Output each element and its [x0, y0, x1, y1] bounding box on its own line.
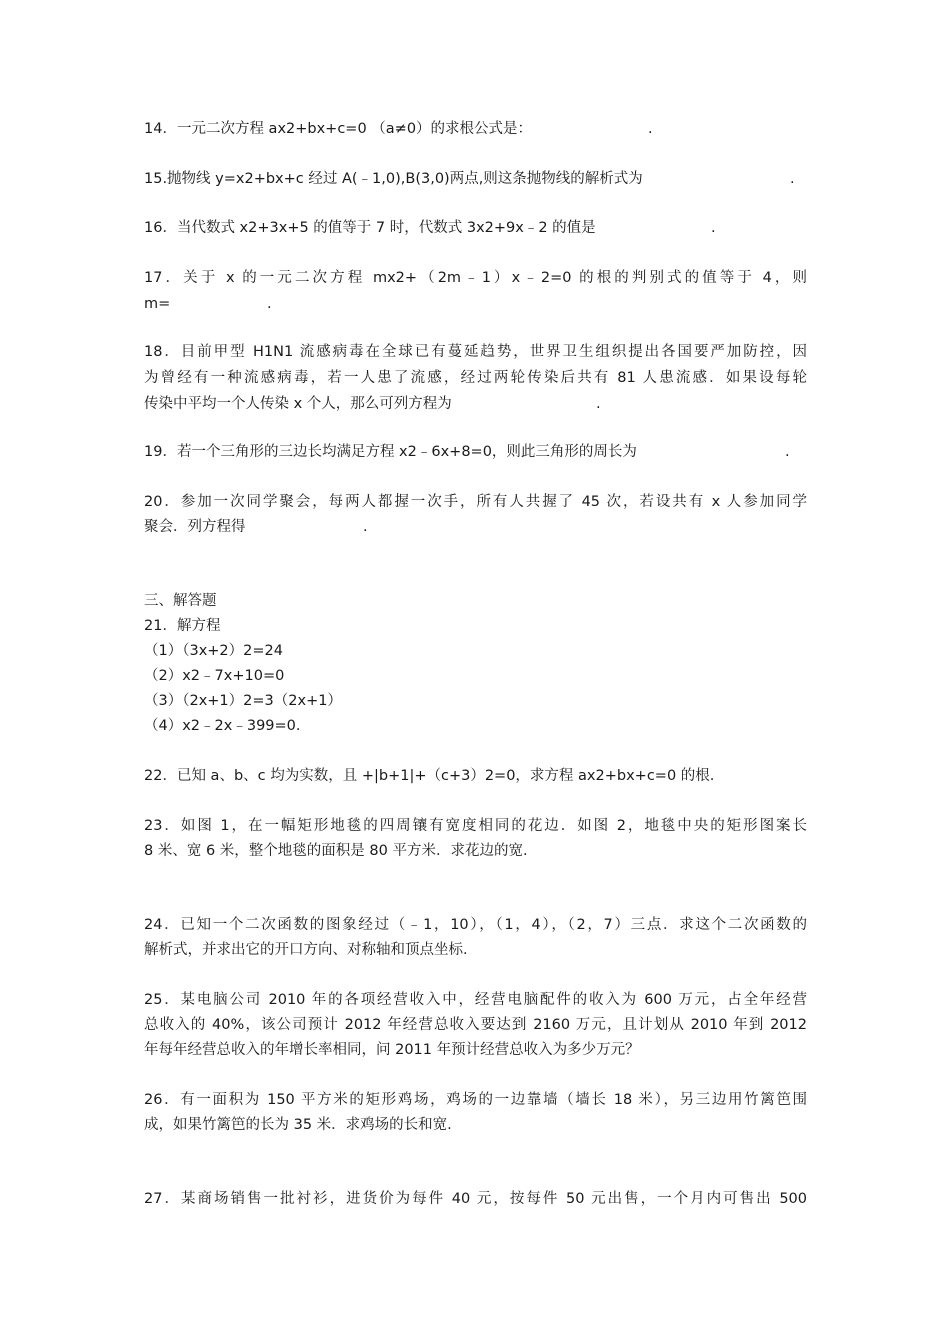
question-19: 19．若一个三角形的三边长均满足方程 x2﹣6x+8=0，则此三角形的周长为 — [144, 444, 637, 460]
question-18-line-2: 为曾经有一种流感病毒，若一人患了流感，经过两轮传染后共有 81 人患流感．如果设每轮 — [144, 370, 807, 386]
question-24-line-1: 24．已知一个二次函数的图象经过（﹣1，10），（1，4），（2，7）三点．求这个二次函数的 — [144, 917, 807, 933]
question-21-item-3: （3）（2x+1）2=3（2x+1） — [144, 693, 342, 709]
question-18-end: . — [596, 396, 601, 412]
question-25-line-3: 年每年经营总收入的年增长率相同，问 2011 年预计经营总收入为多少万元？ — [144, 1042, 640, 1058]
question-17-end: . — [267, 296, 272, 312]
question-25-line-1: 25．某电脑公司 2010 年的各项经营收入中，经营电脑配件的收入为 600 万元，占全年经营 — [144, 992, 807, 1008]
question-18-line-3: 传染中平均一个人传染 x 个人，那么可列方程为 — [144, 396, 452, 412]
question-24-line-2: 解析式，并求出它的开口方向、对称轴和顶点坐标. — [144, 942, 468, 958]
question-26-line-2: 成，如果竹篱笆的长为 35 米．求鸡场的长和宽. — [144, 1117, 452, 1133]
question-23-line-2: 8 米、宽 6 米，整个地毯的面积是 80 平方米．求花边的宽. — [144, 843, 528, 859]
question-21-item-4: （4）x2﹣2x﹣399=0. — [144, 718, 301, 734]
question-20-line-2: 聚会．列方程得 — [144, 519, 246, 535]
question-15-end: . — [790, 171, 795, 187]
question-20-end: . — [363, 519, 368, 535]
question-20-line-1: 20．参加一次同学聚会，每两人都握一次手，所有人共握了 45 次，若设共有 x 人参加同学 — [144, 494, 807, 510]
question-19-end: . — [785, 444, 790, 460]
question-18-line-1: 18．目前甲型 H1N1 流感病毒在全球已有蔓延趋势，世界卫生组织提出各国要严加防控，因 — [144, 344, 807, 360]
question-16: 16．当代数式 x2+3x+5 的值等于 7 时，代数式 3x2+9x﹣2 的值是 — [144, 220, 596, 236]
question-21-title: 21．解方程 — [144, 618, 221, 634]
question-17-line-1: 17．关于 x 的一元二次方程 mx2+（2m﹣1）x﹣2=0 的根的判别式的值等于 4，则 — [144, 270, 807, 286]
question-22: 22．已知 a、b、c 均为实数，且 +|b+1|+（c+3）2=0，求方程 ax2+bx+c=0 的根. — [144, 768, 715, 784]
question-21-item-1: （1）（3x+2）2=24 — [144, 643, 283, 659]
question-14: 14．一元二次方程 ax2+bx+c=0 （a≠0）的求根公式是： — [144, 121, 533, 137]
section-title: 三、解答题 — [144, 593, 217, 609]
question-15: 15.抛物线 y=x2+bx+c 经过 A(﹣1,0),B(3,0)两点,则这条抛物线的解析式为 — [144, 171, 643, 187]
question-16-end: . — [711, 220, 716, 236]
question-26-line-1: 26．有一面积为 150 平方米的矩形鸡场，鸡场的一边靠墙（墙长 18 米），另三边用竹篱笆围 — [144, 1092, 807, 1108]
question-23-line-1: 23．如图 1，在一幅矩形地毯的四周镶有宽度相同的花边．如图 2，地毯中央的矩形图案长 — [144, 818, 807, 834]
question-14-end: . — [648, 121, 653, 137]
question-17-line-2: m= — [144, 296, 171, 312]
question-27-line-1: 27．某商场销售一批衬衫，进货价为每件 40 元，按每件 50 元出售，一个月内可售出 500 — [144, 1191, 807, 1207]
question-25-line-2: 总收入的 40%，该公司预计 2012 年经营总收入要达到 2160 万元，且计划从 2010 年到 2012 — [144, 1017, 807, 1033]
question-21-item-2: （2）x2﹣7x+10=0 — [144, 668, 285, 684]
